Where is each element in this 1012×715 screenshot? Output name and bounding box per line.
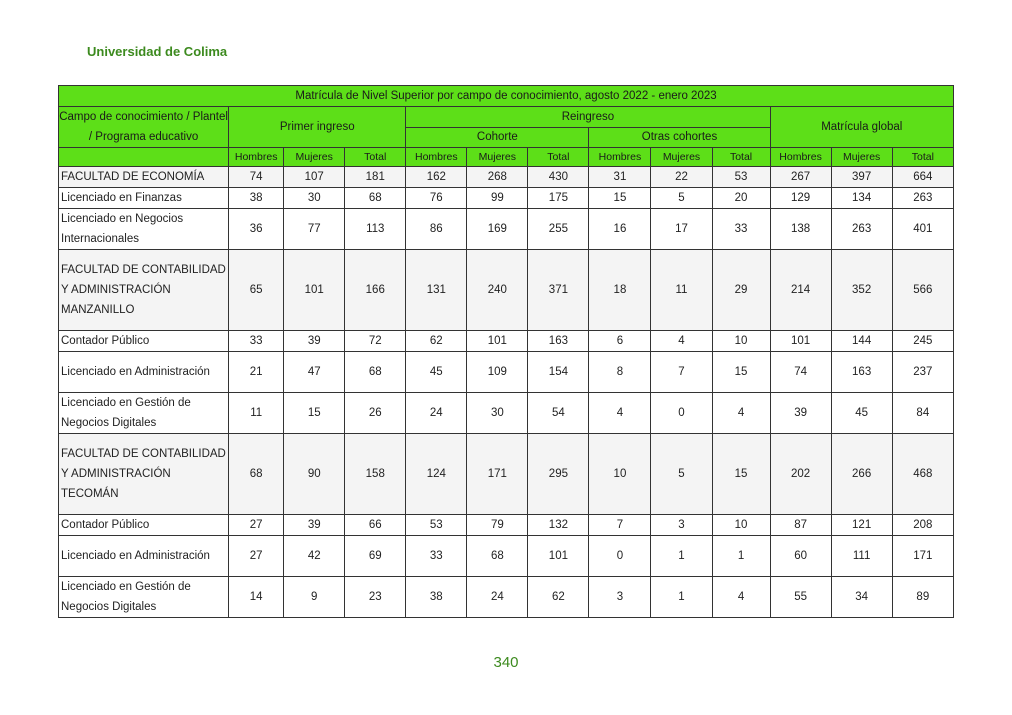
cell-value: 60 <box>770 536 831 577</box>
cell-value: 237 <box>892 352 953 393</box>
cell-value: 11 <box>651 250 712 331</box>
cell-value: 101 <box>284 250 345 331</box>
table-title: Matrícula de Nivel Superior por campo de conocimiento, agosto 2022 - enero 2023 <box>59 86 954 107</box>
cell-value: 21 <box>229 352 284 393</box>
cell-value: 26 <box>345 393 406 434</box>
program-row <box>59 188 954 209</box>
program-row <box>59 331 954 352</box>
cell-value: 33 <box>229 331 284 352</box>
cell-value: 1 <box>651 536 712 577</box>
faculty-row <box>59 250 954 331</box>
organization-name: Universidad de Colima <box>87 44 228 59</box>
cell-value: 9 <box>284 577 345 618</box>
cell-value: 39 <box>770 393 831 434</box>
faculty-row <box>59 167 954 188</box>
cell-value: 0 <box>651 393 712 434</box>
page-number: 340 <box>493 654 519 671</box>
subcolumn-header: Hombres <box>589 148 651 167</box>
cell-value: 101 <box>467 331 528 352</box>
cell-value: 430 <box>528 167 589 188</box>
cell-value: 162 <box>406 167 467 188</box>
program-row <box>59 577 954 618</box>
cell-value: 129 <box>770 188 831 209</box>
cell-value: 90 <box>284 434 345 515</box>
cell-value: 107 <box>284 167 345 188</box>
row-name: FACULTAD DE ECONOMÍA <box>59 167 229 188</box>
cell-value: 30 <box>467 393 528 434</box>
cell-value: 27 <box>229 536 284 577</box>
enrollment-table <box>58 85 954 618</box>
cell-value: 69 <box>345 536 406 577</box>
cell-value: 84 <box>892 393 953 434</box>
cell-value: 27 <box>229 515 284 536</box>
row-name: Licenciado en Administración <box>59 536 229 577</box>
cell-value: 266 <box>831 434 892 515</box>
cell-value: 3 <box>651 515 712 536</box>
program-row <box>59 515 954 536</box>
cell-value: 6 <box>589 331 651 352</box>
cell-value: 158 <box>345 434 406 515</box>
cell-value: 15 <box>712 434 770 515</box>
cell-value: 245 <box>892 331 953 352</box>
cell-value: 171 <box>892 536 953 577</box>
cell-value: 5 <box>651 434 712 515</box>
subcolumn-header: Hombres <box>406 148 467 167</box>
program-row <box>59 393 954 434</box>
cell-value: 0 <box>589 536 651 577</box>
cell-value: 33 <box>406 536 467 577</box>
cell-value: 397 <box>831 167 892 188</box>
subcolumn-header: Mujeres <box>284 148 345 167</box>
cell-value: 31 <box>589 167 651 188</box>
cell-value: 109 <box>467 352 528 393</box>
row-name: Licenciado en Finanzas <box>59 188 229 209</box>
cell-value: 371 <box>528 250 589 331</box>
cell-value: 16 <box>589 209 651 250</box>
cell-value: 401 <box>892 209 953 250</box>
subcolumn-header: Mujeres <box>831 148 892 167</box>
header-spacer <box>59 148 229 167</box>
cell-value: 214 <box>770 250 831 331</box>
cell-value: 131 <box>406 250 467 331</box>
cell-value: 121 <box>831 515 892 536</box>
program-row <box>59 209 954 250</box>
cell-value: 171 <box>467 434 528 515</box>
cell-value: 4 <box>712 577 770 618</box>
cell-value: 101 <box>528 536 589 577</box>
cell-value: 72 <box>345 331 406 352</box>
cell-value: 1 <box>651 577 712 618</box>
cell-value: 111 <box>831 536 892 577</box>
cell-value: 664 <box>892 167 953 188</box>
row-name: Licenciado en Administración <box>59 352 229 393</box>
cell-value: 17 <box>651 209 712 250</box>
group-primer-ingreso: Primer ingreso <box>229 107 406 148</box>
cell-value: 23 <box>345 577 406 618</box>
cell-value: 39 <box>284 515 345 536</box>
cell-value: 3 <box>589 577 651 618</box>
cell-value: 30 <box>284 188 345 209</box>
cell-value: 79 <box>467 515 528 536</box>
cell-value: 53 <box>406 515 467 536</box>
row-name: Contador Público <box>59 515 229 536</box>
group-matricula-global: Matrícula global <box>770 107 953 148</box>
cell-value: 86 <box>406 209 467 250</box>
subcolumn-header: Hombres <box>229 148 284 167</box>
cell-value: 76 <box>406 188 467 209</box>
cell-value: 124 <box>406 434 467 515</box>
program-row <box>59 352 954 393</box>
subcolumn-header: Total <box>345 148 406 167</box>
cell-value: 33 <box>712 209 770 250</box>
cell-value: 45 <box>406 352 467 393</box>
cell-value: 65 <box>229 250 284 331</box>
row-name: Contador Público <box>59 331 229 352</box>
cell-value: 34 <box>831 577 892 618</box>
cell-value: 74 <box>229 167 284 188</box>
row-name: Licenciado en Gestión de Negocios Digitales <box>59 577 229 618</box>
cell-value: 166 <box>345 250 406 331</box>
program-row <box>59 536 954 577</box>
cell-value: 38 <box>229 188 284 209</box>
subcolumn-header: Hombres <box>770 148 831 167</box>
cell-value: 7 <box>589 515 651 536</box>
cell-value: 45 <box>831 393 892 434</box>
cell-value: 4 <box>651 331 712 352</box>
cell-value: 263 <box>831 209 892 250</box>
cell-value: 8 <box>589 352 651 393</box>
cell-value: 68 <box>467 536 528 577</box>
cell-value: 352 <box>831 250 892 331</box>
cell-value: 7 <box>651 352 712 393</box>
cell-value: 14 <box>229 577 284 618</box>
cell-value: 5 <box>651 188 712 209</box>
cell-value: 10 <box>712 331 770 352</box>
cell-value: 163 <box>528 331 589 352</box>
row-name: Licenciado en Gestión de Negocios Digitales <box>59 393 229 434</box>
cell-value: 15 <box>712 352 770 393</box>
cell-value: 89 <box>892 577 953 618</box>
cell-value: 134 <box>831 188 892 209</box>
cell-value: 42 <box>284 536 345 577</box>
subcolumn-header: Total <box>528 148 589 167</box>
group-otras-cohortes: Otras cohortes <box>589 127 770 148</box>
cell-value: 68 <box>345 352 406 393</box>
cell-value: 208 <box>892 515 953 536</box>
cell-value: 11 <box>229 393 284 434</box>
cell-value: 132 <box>528 515 589 536</box>
group-reingreso: Reingreso <box>406 107 770 128</box>
cell-value: 240 <box>467 250 528 331</box>
cell-value: 20 <box>712 188 770 209</box>
cell-value: 99 <box>467 188 528 209</box>
cell-value: 202 <box>770 434 831 515</box>
cell-value: 144 <box>831 331 892 352</box>
cell-value: 24 <box>467 577 528 618</box>
cell-value: 15 <box>589 188 651 209</box>
subcolumn-header: Total <box>892 148 953 167</box>
row-name: FACULTAD DE CONTABILIDAD Y ADMINISTRACIÓN MANZANILLO <box>59 250 229 331</box>
cell-value: 101 <box>770 331 831 352</box>
cell-value: 29 <box>712 250 770 331</box>
cell-value: 169 <box>467 209 528 250</box>
cell-value: 36 <box>229 209 284 250</box>
cell-value: 255 <box>528 209 589 250</box>
cell-value: 163 <box>831 352 892 393</box>
cell-value: 66 <box>345 515 406 536</box>
cell-value: 55 <box>770 577 831 618</box>
cell-value: 267 <box>770 167 831 188</box>
faculty-row <box>59 434 954 515</box>
cell-value: 263 <box>892 188 953 209</box>
row-name: FACULTAD DE CONTABILIDAD Y ADMINISTRACIÓN TECOMÁN <box>59 434 229 515</box>
cell-value: 138 <box>770 209 831 250</box>
cell-value: 53 <box>712 167 770 188</box>
subcolumn-header: Total <box>712 148 770 167</box>
cell-value: 295 <box>528 434 589 515</box>
cell-value: 87 <box>770 515 831 536</box>
cell-value: 468 <box>892 434 953 515</box>
cell-value: 47 <box>284 352 345 393</box>
cell-value: 1 <box>712 536 770 577</box>
row-name: Licenciado en Negocios Internacionales <box>59 209 229 250</box>
cell-value: 38 <box>406 577 467 618</box>
cell-value: 181 <box>345 167 406 188</box>
cell-value: 18 <box>589 250 651 331</box>
cell-value: 68 <box>229 434 284 515</box>
cell-value: 24 <box>406 393 467 434</box>
cell-value: 4 <box>589 393 651 434</box>
cell-value: 22 <box>651 167 712 188</box>
cell-value: 113 <box>345 209 406 250</box>
cell-value: 4 <box>712 393 770 434</box>
cell-value: 268 <box>467 167 528 188</box>
cell-value: 566 <box>892 250 953 331</box>
group-cohorte: Cohorte <box>406 127 589 148</box>
cell-value: 62 <box>528 577 589 618</box>
cell-value: 15 <box>284 393 345 434</box>
cell-value: 39 <box>284 331 345 352</box>
cell-value: 175 <box>528 188 589 209</box>
cell-value: 54 <box>528 393 589 434</box>
subcolumn-header: Mujeres <box>467 148 528 167</box>
column-header-name: Campo de conocimiento / Plantel / Programa educativo <box>59 107 229 148</box>
cell-value: 62 <box>406 331 467 352</box>
cell-value: 10 <box>712 515 770 536</box>
subcolumn-header: Mujeres <box>651 148 712 167</box>
cell-value: 154 <box>528 352 589 393</box>
cell-value: 10 <box>589 434 651 515</box>
cell-value: 77 <box>284 209 345 250</box>
cell-value: 74 <box>770 352 831 393</box>
cell-value: 68 <box>345 188 406 209</box>
